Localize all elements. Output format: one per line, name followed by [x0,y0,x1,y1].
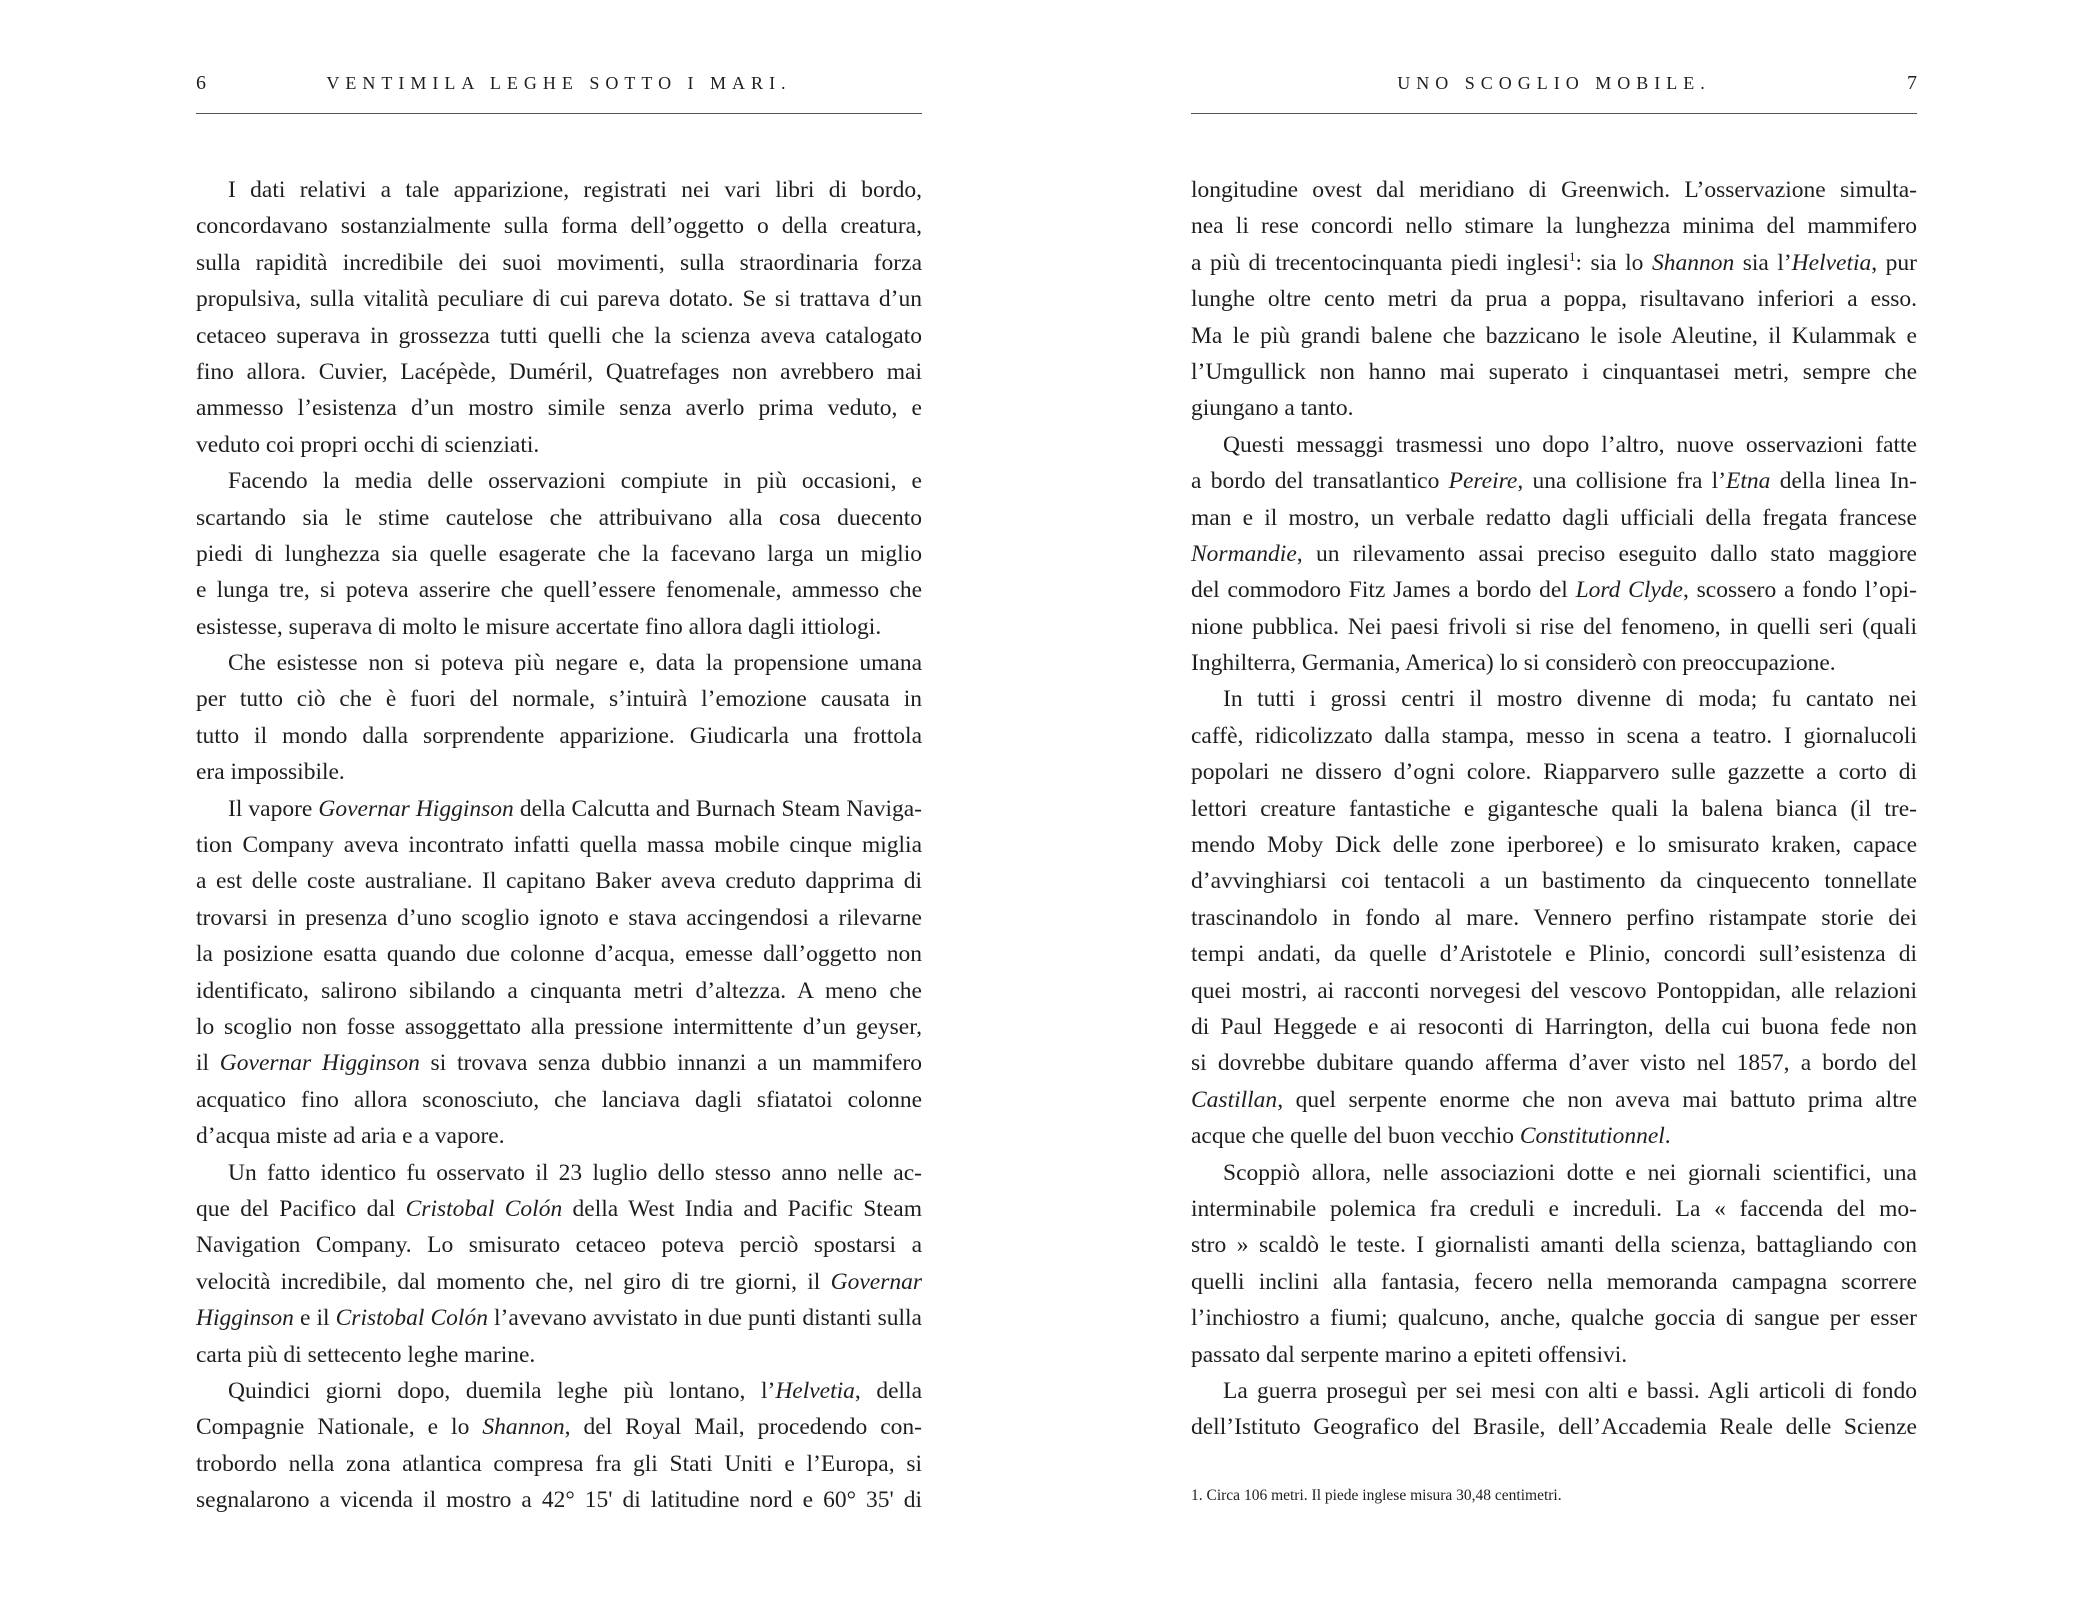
text-run: acque che quelle del buon vecchio [1191,1123,1520,1150]
text-line: dell’Istituto Geografico del Brasile, dell’Accademia Reale delle Scienze [1191,1414,1917,1441]
ship-name: Cristobal Colón [335,1305,488,1332]
text-line: passato dal serpente marino a epiteti offensivi. [1191,1341,1628,1368]
text-run: , pur [1871,249,1917,276]
text-line [1191,1118,1917,1154]
header-rule [196,113,922,114]
text-run: della linea In- [1770,468,1917,495]
text-line: Navigation Company. Lo smisurato cetaceo poteva perciò spostarsi a [196,1232,922,1259]
text-line: lettori creature fantastiche e gigantesche quali la balena bianca (il tre- [1191,795,1917,822]
text-line: interminabile polemica fra creduli e increduli. La « faccenda del mo- [1191,1195,1917,1222]
text-line: mendo Moby Dick delle zone iperboree) e lo smisurato kraken, capace [1191,832,1917,859]
text-line [196,1191,922,1227]
newspaper-name: Constitutionnel [1519,1123,1665,1150]
text-run: della West India and Pacific Steam [562,1195,922,1222]
text-line: giungano a tanto. [1191,395,1354,422]
text-line: fino allora. Cuvier, Lacépède, Duméril, Quatrefages non avrebbero mai [196,358,922,385]
text-run: que del Pacifico dal [196,1195,406,1222]
text-line: identificato, salirono sibilando a cinquanta metri d’altezza. A meno che [196,977,922,1004]
text-line: era impossibile. [196,759,345,786]
ship-name: Shannon [482,1414,565,1441]
text-run: Il vapore [228,795,319,822]
text-run: Quindici giorni dopo, duemila leghe più lontano, l’ [228,1377,776,1404]
text-line: ammesso l’esistenza d’un mostro simile senza averlo prima veduto, e [196,395,922,422]
text-line: tutto il mondo dalla sorprendente apparizione. Giudicarla una frottola [196,722,922,749]
text-line: I dati relativi a tale apparizione, registrati nei vari libri di bordo, [228,177,922,203]
text-line: Questi messaggi trasmessi uno dopo l’altro, nuove osservazioni fatte [1223,431,1917,458]
text-line: Che esistesse non si poteva più negare e, data la propensione umana [228,650,922,677]
text-line: d’acqua miste ad aria e a vapore. [196,1123,505,1150]
text-line: esistesse, superava di molto le misure accertate fino allora dagli ittiologi. [196,613,882,640]
ship-name: Governar Higginson [318,795,514,822]
text-line: longitudine ovest dal meridiano di Greenwich. L’osservazione simulta- [1191,177,1917,203]
text-line: nea li rese concordi nello stimare la lunghezza minima del mammifero [1191,213,1917,240]
running-head [196,68,922,98]
running-title: UNO SCOGLIO MOBILE. [1397,73,1711,93]
text-line: d’avvinghiarsi coi tentacoli a un bastimento da cinquecento tonnellate [1191,868,1917,895]
text-run: : sia lo [1575,249,1652,276]
text-run: l’avevano avvistato in due punti distanti sulla [487,1305,922,1332]
text-line [196,1373,922,1409]
text-line: nione pubblica. Nei paesi frivoli si rise del fenomeno, in quelli seri (quali [1191,613,1917,640]
text-line: sulla rapidità incredibile dei suoi movimenti, sulla straordinaria forza [196,249,922,276]
text-line [1191,463,1917,499]
text-line [1191,1082,1917,1118]
text-line: tion Company aveva incontrato infatti quella massa mobile cinque miglia [196,832,922,859]
text-run: del commodoro Fitz James a bordo del [1191,577,1576,604]
left-page [196,0,922,1620]
right-page [1191,0,1917,1620]
text-line [1191,572,1917,608]
text-line: e lunga tre, si poteva asserire che quell’essere fenomenale, ammesso che [196,577,922,604]
text-line: piedi di lunghezza sia quelle esagerate che la facevano larga un miglio [196,540,922,567]
text-line: In tutti i grossi centri il mostro divenne di moda; fu cantato nei [1223,686,1917,713]
text-line: Facendo la media delle osservazioni compiute in più occasioni, e [228,468,922,495]
text-line: Ma le più grandi balene che bazzicano le isole Aleutine, il Kulammak e [1191,322,1917,349]
text-run: e il [293,1305,336,1332]
text-line [1191,536,1917,572]
text-line: quelli inclini alla fantasia, fecero nella memoranda campagna scorrere [1191,1268,1917,1295]
text-line: Scoppiò allora, nelle associazioni dotte e nei giornali scientifici, una [1223,1159,1917,1186]
text-line [1191,245,1917,281]
text-run: , quel serpente enorme che non aveva mai battuto prima altre [1277,1086,1917,1113]
text-run: sia l’ [1734,249,1792,276]
text-run: , scossero a fondo l’opi- [1682,577,1917,604]
running-head [1191,68,1917,98]
ship-name: Pereire [1448,468,1518,495]
ship-name: Lord Clyde [1575,577,1683,604]
text-line: propulsiva, sulla vitalità peculiare di cui pareva dotato. Se si trattava d’un [196,286,922,313]
text-line: trobordo nella zona atlantica compresa fra gli Stati Uniti e l’Europa, si [196,1450,922,1477]
text-run: . [1664,1123,1671,1150]
text-run: , della [854,1377,922,1404]
text-line: trovarsi in presenza d’uno scoglio ignoto e stava accingendosi a rilevarne [196,904,922,931]
text-line: la posizione esatta quando due colonne d’acqua, emesse dall’oggetto non [196,941,922,968]
body-text [1191,172,1917,1446]
text-line [196,1264,922,1300]
text-line: trascinandolo in fondo al mare. Vennero perfino ristampate storie dei [1191,904,1917,931]
ship-name: Shannon [1651,249,1735,276]
text-line [196,1045,922,1081]
text-line [196,791,922,827]
text-run: Compagnie Nationale, e lo [196,1414,483,1441]
ship-name: Normandie [1191,540,1297,567]
text-line: a est delle coste australiane. Il capitano Baker aveva creduto dapprima di [196,868,922,895]
text-line: cetaceo superava in grossezza tutti quelli che la scienza aveva catalogato [196,322,922,349]
text-line: acquatico fino allora sconosciuto, che lanciava dagli sfiatatoi colonne [196,1086,922,1113]
text-run: della Calcutta and Burnach Steam Naviga- [513,795,923,822]
page-number: 7 [1907,72,1917,94]
text-line: popolari ne dissero d’ogni colore. Riapparvero sulle gazzette a corto di [1191,759,1917,786]
text-run: a più di trecentocinquanta piedi inglesi [1191,249,1569,276]
text-run: , una collisione fra l’ [1517,468,1727,495]
text-line: si dovrebbe dubitare quando afferma d’aver visto nel 1857, a bordo del [1191,1050,1917,1077]
text-line: per tutto ciò che è fuori del normale, s’intuirà l’emozione causata in [196,686,922,713]
footnote: 1. Circa 106 metri. Il piede inglese misura 30,48 centimetri. [1191,1487,1562,1504]
text-line: caffè, ridicolizzato dalla stampa, messo in scena a teatro. I giornalucoli [1191,722,1917,749]
text-line [196,1300,922,1336]
text-line: concordavano sostanzialmente sulla forma dell’oggetto o della creatura, [196,213,922,240]
text-line: di Paul Heggede e ai resoconti di Harrington, della cui buona fede non [1191,1013,1917,1040]
ship-name: Helvetia [775,1377,855,1404]
ship-name: Helvetia [1791,249,1872,276]
page-number: 6 [196,72,206,94]
ship-name: Castillan [1191,1086,1278,1113]
text-line: segnalarono a vicenda il mostro a 42° 15' di latitudine nord e 60° 35' di [196,1487,922,1514]
text-run: velocità incredibile, dal momento che, nel giro di tre giorni, il [196,1268,831,1295]
ship-name: Governar [830,1268,922,1295]
text-line: lunghe oltre cento metri da prua a poppa, risultavano inferiori a esso. [1191,286,1917,313]
ship-name: Governar Higginson [219,1050,420,1077]
text-line: lo scoglio non fosse assoggettato alla pressione intermittente d’un geyser, [196,1013,922,1040]
text-line: Inghilterra, Germania, America) lo si considerò con preoccupazione. [1191,650,1836,677]
ship-name: Higginson [196,1305,294,1332]
text-line: Un fatto identico fu osservato il 23 luglio dello stesso anno nelle ac- [228,1159,922,1186]
text-run: si trovava senza dubbio innanzi a un mammifero [419,1050,922,1077]
text-run: , del Royal Mail, procedendo con- [564,1414,922,1441]
text-line: scartando sia le stime cautelose che attribuivano alla cosa duecento [196,504,922,531]
text-line [196,1409,922,1445]
running-title: VENTIMILA LEGHE SOTTO I MARI. [326,73,792,93]
footnote-marker: 1 [1568,248,1576,264]
text-line: La guerra proseguì per sei mesi con alti e bassi. Agli articoli di fondo [1223,1377,1917,1404]
header-rule [1191,113,1917,114]
text-line: carta più di settecento leghe marine. [196,1341,536,1368]
text-line: veduto coi propri occhi di scienziati. [196,431,540,458]
text-run: , un rilevamento assai preciso eseguito dallo stato maggiore [1296,540,1917,567]
text-line: stro » scaldò le teste. I giornalisti amanti della scienza, battagliando con [1191,1232,1917,1259]
body-text [196,172,922,1518]
text-run: a bordo del transatlantico [1191,468,1449,495]
text-line: l’Umgullick non hanno mai superato i cinquantasei metri, sempre che [1191,358,1917,385]
text-line: l’inchiostro a fiumi; qualcuno, anche, qualche goccia di sangue per esser [1191,1305,1917,1332]
ship-name: Etna [1726,468,1771,495]
text-line: quei mostri, ai racconti norvegesi del vescovo Pontoppidan, alle relazioni [1191,977,1917,1004]
text-line: tempi andati, da quelle d’Aristotele e Plinio, concordi sull’esistenza di [1191,941,1917,968]
text-line: man e il mostro, un verbale redatto dagli ufficiali della fregata francese [1191,504,1917,531]
text-run: il [196,1050,220,1077]
ship-name: Cristobal Colón [405,1195,563,1222]
